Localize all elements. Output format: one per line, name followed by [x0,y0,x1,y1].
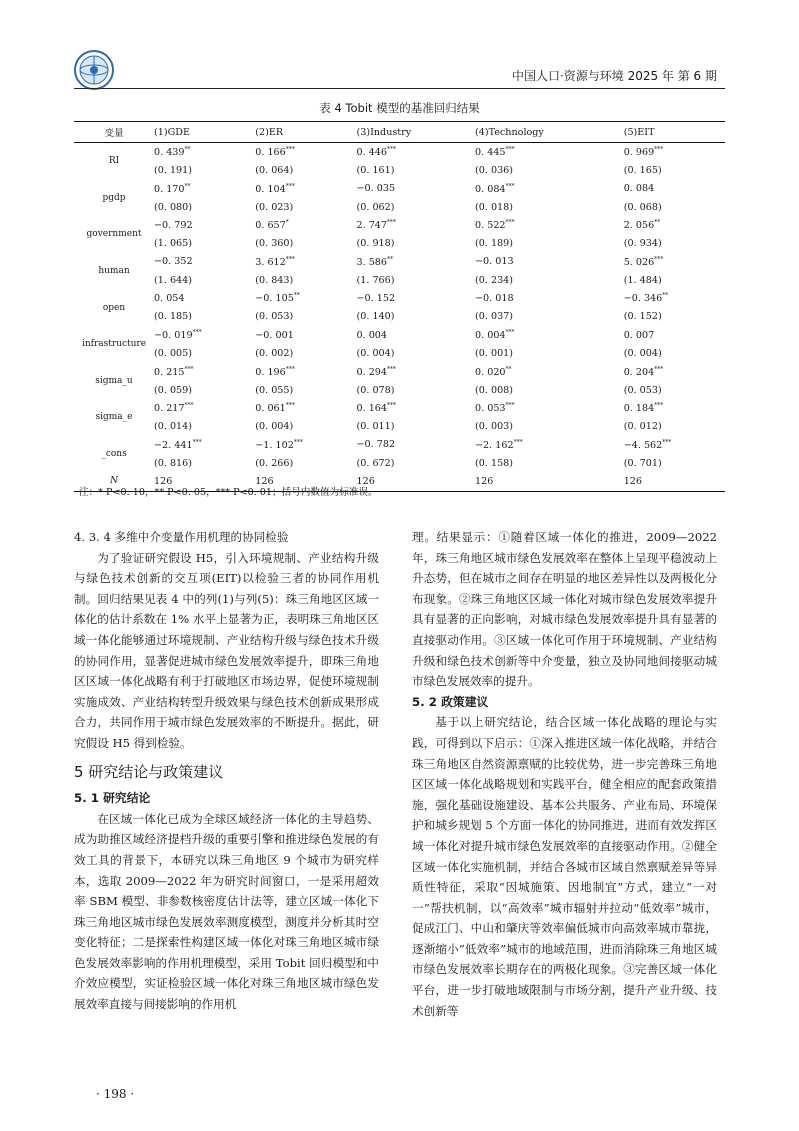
paragraph: 为了验证研究假设 H5，引入环境规制、产业结构升级与绿色技术创新的交互项(EIT)以检验三者的协同作用机制。回归结果见表 4 中的列(1)与列(5)：珠三角地区区域一体化的估计系数在 1% 水平上显著为正，表明珠三角地区区域一体化能够通过环境规制、产业结构升级与绿色技术升级的协同作用，显著促进城市绿色发展效率提升，即珠三角地区区域一体化战略有利于打破地区市场边界，促使环境规制实施成效、产业结构转型升级效果与绿色技术创新成果形成合力，共同作用于城市绿色发展效率的不断提升。据此，研究假设 H5 得到检验。 [74,550,379,750]
table-row [74,381,725,399]
stderr-cell: (0. 918) [356,238,395,250]
section-heading-4-3-4: 4. 3. 4 多维中介变量作用机理的协同检验 [74,530,289,544]
page-number: · 198 · [96,1087,135,1101]
table-row [74,271,725,289]
coefficient-cell: −0. 018 [475,293,514,305]
coefficient-cell: 3. 612*** [255,255,295,269]
table-row [74,161,725,179]
coefficient-cell: 3. 586** [356,255,394,269]
coefficient-cell: 0. 969*** [623,146,664,159]
stderr-cell: (0. 002) [255,347,294,359]
paragraph: 基于以上研究结论，结合区域一体化战略的理论与实践，可得到以下启示：①深入推进区域一体化战略，并结合珠三角地区自然资源禀赋的比较优势，进一步完善珠三角地区区域一体化战略规划和实践平台，健全相应的配套政策措施，强化基础设施建设、基本公共服务、产业布局、环境保护和城乡规划 5 个方面一体化的协同推进，进而有效发挥区域一体化对提升城市绿色发展效率的直接驱动作用。②健全区域一体化实施机制，并结合各城市区域自然禀赋差异等异质性特征，采取“因城施策、因地制宜”方式，建立“一对一”帮扶机制，以“高效率”城市辐射并拉动“低效率”城市，促成江门、中山和肇庆等效率偏低城市向高效率城市靠拢，逐渐缩小“低效率”城市的地域范围，进而消除珠三角地区城市绿色发展效率长期存在的两极化现象。③完善区域一体化平台，进一步打破地域限制与市场分割，提升产业升级、技术创新等 [412,715,717,1018]
stderr-cell: (0. 014) [154,421,193,433]
right-column [412,527,717,1021]
stderr-cell: (0. 816) [154,457,193,469]
variable-name: open [102,302,126,313]
coefficient-cell: 0. 204*** [623,365,664,378]
coefficient-cell: 0. 164*** [356,402,397,415]
stderr-cell: (0. 140) [356,311,395,323]
stderr-cell: (0. 004) [255,421,294,433]
coefficient-cell: −0. 001 [255,329,294,341]
coefficient-cell: −0. 013 [475,256,514,268]
stderr-cell: (0. 055) [255,384,294,396]
column-header: (3)Industry [357,122,476,143]
observation-count-cell: 126 [357,472,476,491]
coefficient-cell: 0. 084*** [475,182,515,195]
stderr-cell: (0. 161) [356,164,395,176]
coefficient-cell: 0. 657* [255,219,289,232]
stderr-cell: (0. 018) [475,201,514,213]
stderr-cell: (0. 003) [475,421,514,433]
stderr-cell: (0. 053) [255,311,294,323]
header-rule [74,88,725,89]
variable-name: _cons [101,449,127,460]
table-row [74,198,725,216]
table-row [74,216,725,234]
stderr-cell: (0. 189) [475,238,514,250]
table-row [74,180,725,198]
stderr-cell: (0. 152) [623,311,662,323]
coefficient-cell: 0. 084 [623,183,655,195]
coefficient-cell: 0. 061*** [255,402,295,415]
table-note: 注：* P<0. 10，** P<0. 05，*** P<0. 01；括号内数值为标准误。 [79,487,378,498]
variable-name: government [86,229,142,240]
variable-name: infrastructure [81,339,147,350]
coefficient-cell: 0. 053*** [475,402,515,415]
observation-count-cell: 126 [624,472,725,491]
table-header-row [74,122,725,143]
stderr-cell: (0. 843) [255,274,294,286]
coefficient-cell: 0. 166*** [255,146,295,159]
stderr-cell: (0. 701) [623,457,662,469]
section-heading-5-1: 5. 1 研究结论 [74,791,151,806]
table-row [74,143,725,162]
coefficient-cell: 2. 056** [623,219,661,232]
stderr-cell: (0. 068) [623,201,662,213]
variable-name: sigma_e [95,412,133,423]
stderr-cell: (0. 023) [255,201,294,213]
stderr-cell: (0. 360) [255,238,294,250]
coefficient-cell: −0. 346** [623,292,669,305]
column-header: (1)GDE [154,122,255,143]
coefficient-cell: 0. 054 [154,293,185,305]
column-header: (2)ER [255,122,356,143]
paragraph: 在区域一体化已成为全球区域经济一体化的主导趋势、成为助推区域经济提档升级的重要引擎和推进绿色发展的有效工具的背景下，本研究以珠三角地区 9 个城市为研究样本，选取 2009—2022 年为研究时间窗口，一是采用超效率 SBM 模型、非参数核密度估计法等，建立区域一体化下珠三角地区城市绿色发展效率测度模型，测度并分析其时空变化特征；二是探索性构建区域一体化对珠三角地区城市绿色发展效率影响的作用机理模型，采用 Tobit 回归模型和中介效应模型，实证检验区域一体化对珠三角地区城市绿色发展效率直接与间接影响的作用机 [74,811,379,1012]
observation-count-cell: 126 [255,472,356,491]
stderr-cell: (0. 064) [255,164,294,176]
table-row [74,326,725,344]
coefficient-cell: −2. 162*** [475,438,523,451]
variable-name: pgdp [102,192,126,203]
stderr-cell: (0. 062) [356,201,395,213]
coefficient-cell: 0. 215*** [154,365,194,378]
coefficient-cell: −0. 782 [356,439,396,451]
column-header: (4)Technology [475,122,624,143]
stderr-cell: (0. 059) [154,384,193,396]
stderr-cell: (0. 672) [356,457,395,469]
stderr-cell: (0. 078) [356,384,395,396]
coefficient-cell: 0. 196*** [255,365,295,378]
stderr-cell: (1. 644) [154,274,193,286]
coefficient-cell: 0. 004*** [475,329,515,342]
stderr-cell: (0. 185) [154,311,193,323]
table-row [74,344,725,362]
coefficient-cell: 0. 007 [623,329,655,341]
stderr-cell: (0. 165) [623,164,662,176]
coefficient-cell: 0. 445*** [475,146,515,159]
table-caption: 表 4 Tobit 模型的基准回归结果 [319,101,480,115]
coefficient-cell: −0. 152 [356,293,396,305]
coefficient-cell: −2. 441*** [154,438,202,451]
coefficient-cell: 5. 026*** [623,255,664,269]
coefficient-cell: −4. 562*** [623,438,672,451]
coefficient-cell: 0. 522*** [475,219,515,232]
table-row [74,234,725,252]
coefficient-cell: 2. 747*** [356,219,397,232]
table-row [74,417,725,435]
stderr-cell: (0. 001) [475,347,514,359]
coefficient-cell: 0. 004 [356,329,388,341]
stderr-cell: (0. 158) [475,457,514,469]
observation-count-cell: 126 [475,472,624,491]
section-heading-5-2: 5. 2 政策建议 [412,694,489,709]
stderr-cell: (0. 266) [255,457,294,469]
variable-name: RI [108,156,120,167]
coefficient-cell: 0. 020** [475,365,512,378]
coefficient-cell: 0. 294*** [356,365,397,378]
regression-table [74,121,725,492]
table-row [74,308,725,326]
table-row [74,363,725,381]
coefficient-cell: −0. 352 [154,256,193,268]
stderr-cell: (0. 004) [623,347,662,359]
table-row [74,253,725,271]
stderr-cell: (0. 080) [154,201,193,213]
coefficient-cell: 0. 170** [154,182,191,195]
stderr-cell: (0. 234) [475,274,514,286]
table-row [74,454,725,472]
stderr-cell: (0. 036) [475,164,514,176]
stderr-cell: (0. 037) [475,311,514,323]
column-header: (5)EIT [624,122,725,143]
variable-name: sigma_u [95,375,133,386]
stderr-cell: (1. 484) [623,274,662,286]
coefficient-cell: −1. 102*** [255,438,303,451]
stderr-cell: (0. 053) [623,384,662,396]
coefficient-cell: −0. 792 [154,219,193,231]
coefficient-cell: −0. 019*** [154,329,202,342]
stderr-cell: (0. 934) [623,238,662,250]
coefficient-cell: −0. 105** [255,292,300,305]
section-heading-5: 5 研究结论与政策建议 [74,762,224,781]
paragraph: 理。结果显示：①随着区域一体化的推进，2009—2022 年，珠三角地区城市绿色发展效率在整体上呈现平稳波动上升态势，但在城市之间存在明显的地区差异性以及两极化分布现象。②珠三角地区区域一体化对城市绿色发展效率提升具有显著的正向影响，对城市绿色发展效率提升具有显著的直接驱动作用。③区域一体化可作用于环境规制、产业结构升级和绿色技术创新等中介变量，独立及协同地间接驱动城市绿色发展效率的提升。 [412,530,717,689]
table-row [74,399,725,417]
journal-logo [74,50,114,90]
table-row [74,289,725,307]
coefficient-cell: 0. 217*** [154,402,194,415]
coefficient-cell: 0. 184*** [623,402,664,415]
column-header: 变量 [74,122,154,143]
stderr-cell: (0. 191) [154,164,193,176]
coefficient-cell: 0. 104*** [255,182,295,195]
stderr-cell: (1. 766) [356,274,395,286]
coefficient-cell: 0. 439** [154,146,191,159]
journal-header: 中国人口·资源与环境 2025 年 第 6 期 [511,69,717,83]
stderr-cell: (0. 011) [356,421,395,433]
table-row [74,436,725,454]
left-column [74,527,379,1015]
coefficient-cell: 0. 446*** [356,146,397,159]
variable-name: human [98,266,130,277]
observation-count-cell: 126 [154,472,255,491]
stderr-cell: (0. 004) [356,347,395,359]
variable-name: N [74,472,154,491]
stderr-cell: (0. 012) [623,421,662,433]
stderr-cell: (1. 065) [154,238,193,250]
stderr-cell: (0. 005) [154,347,193,359]
coefficient-cell: −0. 035 [356,183,396,195]
stderr-cell: (0. 008) [475,384,514,396]
